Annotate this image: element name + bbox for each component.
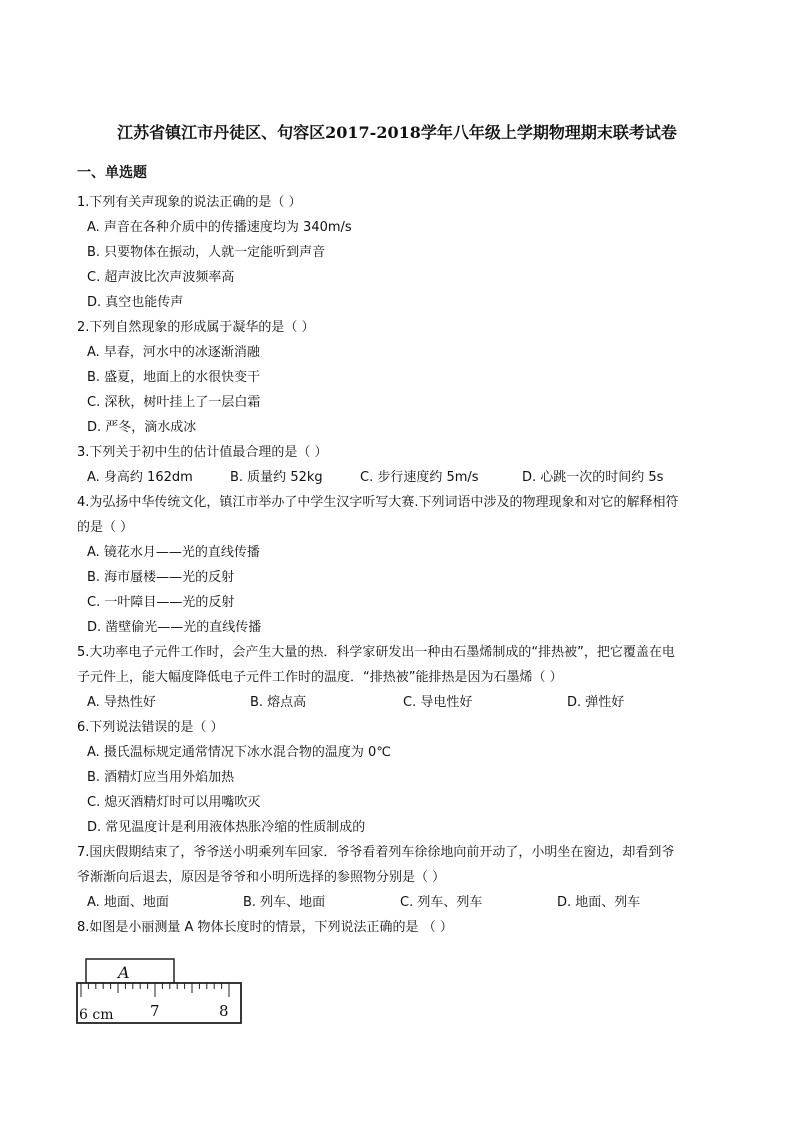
q1-option-b: B. 只要物体在振动，人就一定能听到声音: [87, 245, 326, 260]
q2-option-d: D. 严冬，滴水成冰: [87, 420, 197, 435]
q4-option-d: D. 凿壁偷光——光的直线传播: [87, 620, 262, 635]
q5-option-a: A. 导热性好: [87, 695, 156, 710]
q1-option-a: A. 声音在各种介质中的传播速度均为 340m/s: [87, 220, 352, 235]
question-5-stem: 5.大功率电子元件工作时，会产生大量的热．科学家研发出一种由石墨烯制成的“排热被”，把它覆盖在电: [77, 645, 675, 660]
question-4-stem-cont: 的是（ ）: [77, 520, 134, 535]
q7-option-a: A. 地面、地面: [87, 895, 169, 910]
q6-option-b: B. 酒精灯应当用外焰加热: [87, 770, 235, 785]
q4-option-b: B. 海市蜃楼——光的反射: [87, 570, 235, 585]
ruler-figure: [74, 956, 246, 1028]
q7-option-d: D. 地面、列车: [557, 895, 641, 910]
section-heading: 一、单选题: [77, 165, 147, 181]
question-7-stem-cont: 爷渐渐向后退去，原因是爷爷和小明所选择的参照物分别是（ ）: [77, 870, 446, 885]
q3-option-a: A. 身高约 162dm: [87, 470, 193, 485]
q2-option-c: C. 深秋，树叶挂上了一层白霜: [87, 395, 261, 410]
question-8-stem: 8.如图是小丽测量 A 物体长度时的情景，下列说法正确的是 （ ）: [77, 920, 453, 935]
q5-option-c: C. 导电性好: [403, 695, 473, 710]
q3-option-d: D. 心跳一次的时间约 5s: [522, 470, 664, 485]
tick-label-6cm: 6 cm: [79, 1007, 114, 1023]
q2-option-a: A. 早春，河水中的冰逐渐消融: [87, 345, 260, 360]
object-a-block: [86, 959, 174, 983]
object-a-label: A: [118, 963, 130, 982]
q5-option-d: D. 弹性好: [567, 695, 625, 710]
q6-option-c: C. 熄灭酒精灯时可以用嘴吹灭: [87, 795, 261, 810]
question-6-stem: 6.下列说法错误的是（ ）: [77, 720, 224, 735]
q6-option-a: A. 摄氏温标规定通常情况下冰水混合物的温度为 0℃: [87, 745, 391, 760]
q4-option-a: A. 镜花水月——光的直线传播: [87, 545, 260, 560]
question-1-stem: 1.下列有关声现象的说法正确的是（ ）: [77, 195, 302, 210]
q5-option-b: B. 熔点高: [250, 695, 307, 710]
q6-option-d: D. 常见温度计是利用液体热胀冷缩的性质制成的: [87, 820, 366, 835]
question-3-stem: 3.下列关于初中生的估计值最合理的是（ ）: [77, 445, 328, 460]
tick-label-7: 7: [150, 1002, 160, 1020]
q7-option-c: C. 列车、列车: [400, 895, 483, 910]
question-7-stem: 7.国庆假期结束了，爷爷送小明乘列车回家．爷爷看着列车徐徐地向前开动了，小明坐在窗边，却看到爷: [77, 845, 675, 860]
question-5-stem-cont: 子元件上，能大幅度降低电子元件工作时的温度．“排热被”能排热是因为石墨烯（ ）: [77, 670, 563, 685]
q3-option-b: B. 质量约 52kg: [230, 470, 323, 485]
question-2-stem: 2.下列自然现象的形成属于凝华的是（ ）: [77, 320, 315, 335]
question-4-stem: 4.为弘扬中华传统文化，镇江市举办了中学生汉字听写大赛.下列词语中涉及的物理现象和对它的解释相符: [77, 495, 679, 510]
q1-option-d: D. 真空也能传声: [87, 295, 184, 310]
q1-option-c: C. 超声波比次声波频率高: [87, 270, 235, 285]
q4-option-c: C. 一叶障目——光的反射: [87, 595, 235, 610]
tick-label-8: 8: [219, 1002, 229, 1020]
q7-option-b: B. 列车、地面: [243, 895, 326, 910]
exam-title: 江苏省镇江市丹徒区、句容区2017-2018学年八年级上学期物理期末联考试卷: [117, 123, 677, 142]
q2-option-b: B. 盛夏，地面上的水很快变干: [87, 370, 261, 385]
q3-option-c: C. 步行速度约 5m/s: [360, 470, 479, 485]
